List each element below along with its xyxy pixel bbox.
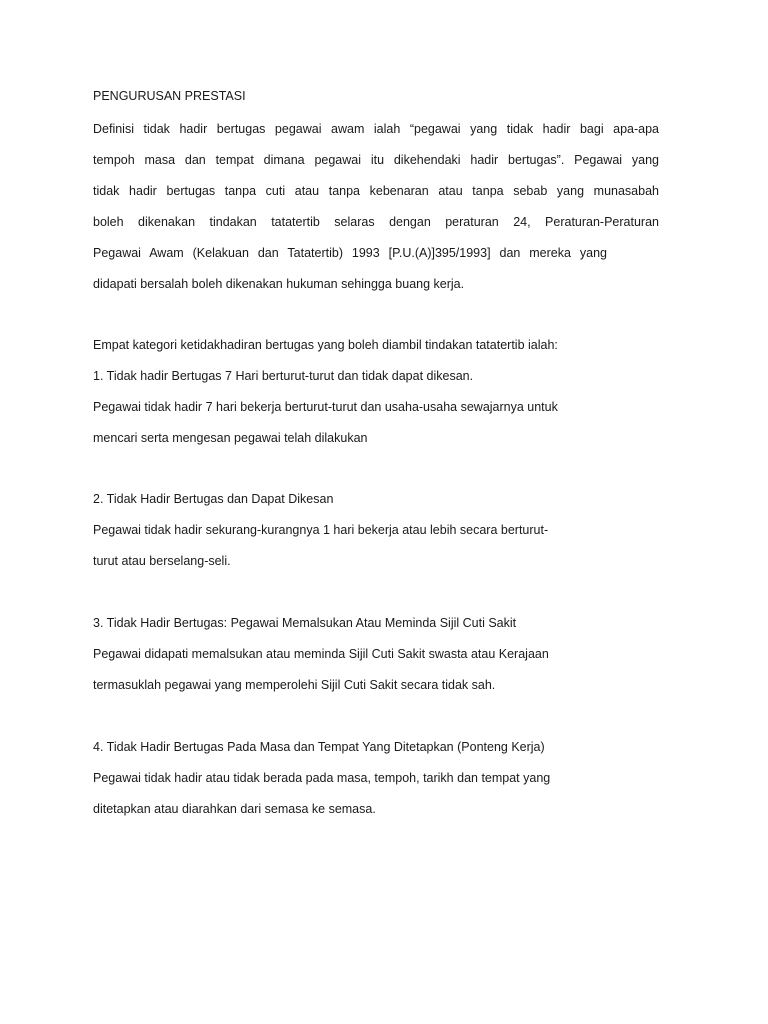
item-heading: 1. Tidak hadir Bertugas 7 Hari berturut-turut dan tidak dapat dikesan.: [93, 369, 474, 383]
item-heading: 2. Tidak Hadir Bertugas dan Dapat Dikesan: [93, 492, 334, 506]
intro-line: tidak hadir bertugas tanpa cuti atau tanpa kebenaran atau tanpa sebab yang munasabah: [93, 184, 659, 198]
intro-line: Definisi tidak hadir bertugas pegawai awam ialah “pegawai yang tidak hadir bagi apa-apa: [93, 122, 659, 136]
item-text-line: termasuklah pegawai yang memperolehi Sijil Cuti Sakit secara tidak sah.: [93, 678, 496, 692]
intro-line: boleh dikenakan tindakan tatatertib selaras dengan peraturan 24, Peraturan-Peraturan: [93, 215, 659, 229]
item-text-line: mencari serta mengesan pegawai telah dilakukan: [93, 431, 368, 445]
item-text-line: Pegawai tidak hadir atau tidak berada pada masa, tempoh, tarikh dan tempat yang: [93, 771, 551, 785]
item-heading: 3. Tidak Hadir Bertugas: Pegawai Memalsukan Atau Meminda Sijil Cuti Sakit: [93, 616, 517, 630]
document-title: PENGURUSAN PRESTASI: [93, 89, 246, 103]
item-text-line: ditetapkan atau diarahkan dari semasa ke semasa.: [93, 802, 376, 816]
item-text-line: Pegawai tidak hadir 7 hari bekerja berturut-turut dan usaha-usaha sewajarnya untuk: [93, 400, 558, 414]
item-text-line: Pegawai tidak hadir sekurang-kurangnya 1 hari bekerja atau lebih secara berturut-: [93, 523, 549, 537]
intro-line: Pegawai Awam (Kelakuan dan Tatatertib) 1993 [P.U.(A)]395/1993] dan mereka yang: [93, 246, 607, 260]
item-heading: 4. Tidak Hadir Bertugas Pada Masa dan Tempat Yang Ditetapkan (Ponteng Kerja): [93, 740, 545, 754]
intro-line: didapati bersalah boleh dikenakan hukuman sehingga buang kerja.: [93, 277, 465, 291]
item-text-line: Pegawai didapati memalsukan atau meminda Sijil Cuti Sakit swasta atau Kerajaan: [93, 647, 549, 661]
categories-intro: Empat kategori ketidakhadiran bertugas yang boleh diambil tindakan tatatertib ialah:: [93, 338, 558, 352]
item-text-line: turut atau berselang-seli.: [93, 554, 231, 568]
intro-line: tempoh masa dan tempat dimana pegawai itu dikehendaki hadir bertugas”. Pegawai yang: [93, 153, 659, 167]
